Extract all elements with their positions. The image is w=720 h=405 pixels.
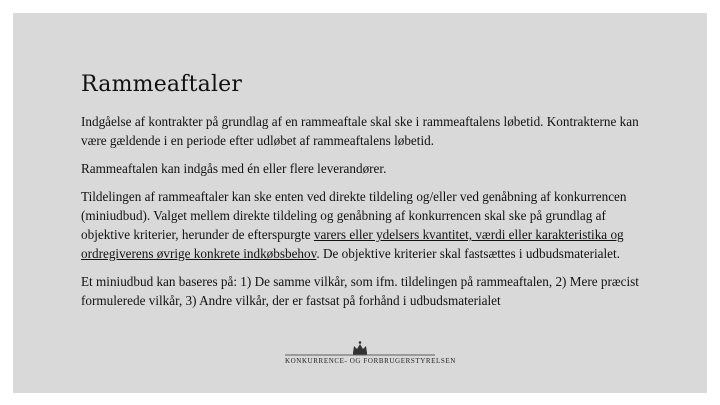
slide [13, 13, 707, 393]
agency-logo-text: KONKURRENCE- OG FORBRUGERSTYRELSEN [285, 357, 456, 365]
slide-title: Rammeaftaler [81, 72, 243, 97]
paragraph-suppliers: Rammeaftalen kan indgås med én eller flere leverandører. [81, 161, 387, 176]
crown-icon [285, 340, 435, 358]
slide-body [81, 112, 641, 319]
paragraph-mini-tender: Et miniudbud kan baseres på: 1) De samme vilkår, som ifm. tildelingen på rammeaftalen, 2) Mere præcist formulerede vilkår, 3) Andre vilkår, der er fastsat på forhånd i udbudsmaterialet [81, 274, 639, 308]
agency-logo [285, 340, 456, 370]
allocation-underlined-text: varers eller ydelsers kvantitet, værdi eller karakteristika og ordregiverens øvrige konkrete indkøbsbehov [81, 227, 624, 261]
allocation-text-end: . De objektive kriterier skal fastsættes i udbudsmaterialet. [316, 246, 620, 261]
allocation-text-start: Tildelingen af rammeaftaler kan ske enten ved direkte tildeling og/eller ved genåbning af konkurrencen (miniudbud). Valget mellem direkte tildeling og genåbning af konkurrencen skal ske på grundlag af objektive kriterier, herunder de efterspurgte [81, 189, 627, 242]
paragraph-contract-period: Indgåelse af kontrakter på grundlag af en rammeaftale skal ske i rammeaftalens løbetid. Kontrakterne kan være gældende i en periode efter udløbet af rammeaftalens løbetid. [81, 114, 639, 148]
paragraph-allocation [81, 187, 641, 263]
